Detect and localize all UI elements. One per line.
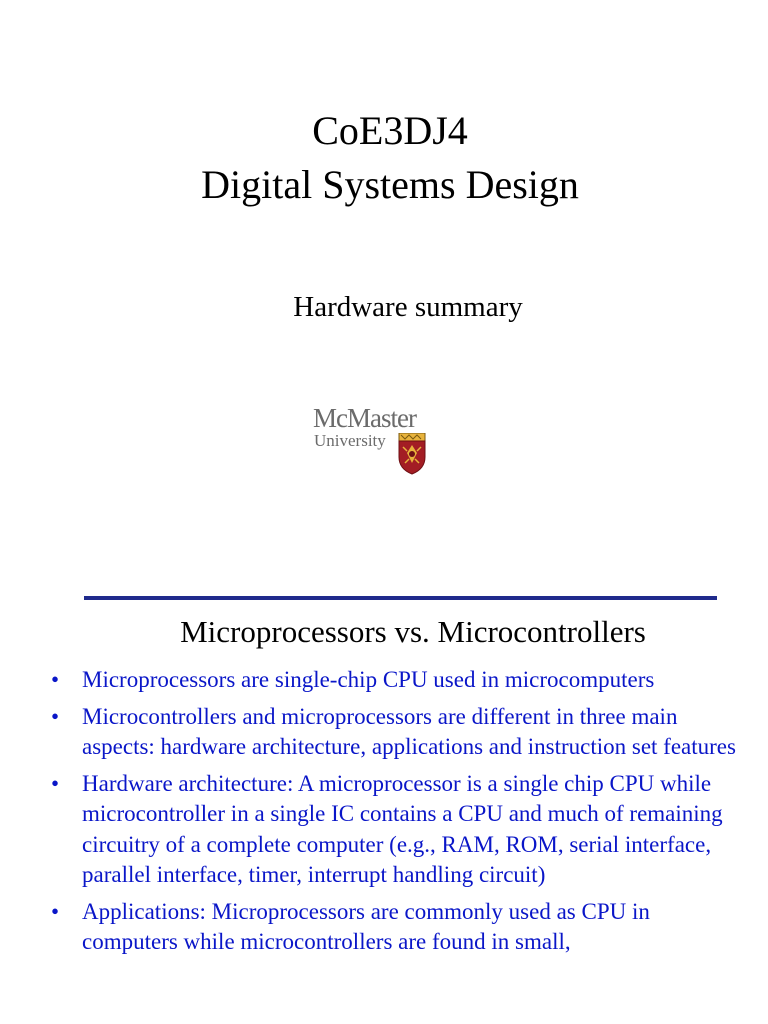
- mcmaster-logo: [313, 403, 433, 475]
- logo-word-mcmaster: McMaster: [313, 403, 416, 433]
- bullet-dot-icon: •: [51, 770, 60, 796]
- list-item: [0, 897, 768, 958]
- bullet-dot-icon: •: [51, 703, 60, 729]
- bullet-dot-icon: •: [51, 898, 60, 924]
- logo-word-university: University: [314, 431, 386, 450]
- bullet-text: Hardware architecture: A microprocessor is a single chip CPU while microcontroller in a single IC contains a CPU and much of remaining circuitry of a complete computer (e.g., RAM, ROM, serial interface, parallel interface, timer, interrupt handling circuit): [82, 770, 723, 887]
- section-heading: Microprocessors vs. Microcontrollers: [180, 614, 646, 649]
- list-item: [0, 702, 768, 763]
- bullet-text: Applications: Microprocessors are commonly used as CPU in computers while microcontrollers are found in small,: [82, 898, 650, 954]
- course-name-title: Digital Systems Design: [201, 162, 579, 207]
- bullet-text: Microprocessors are single-chip CPU used in microcomputers: [82, 667, 655, 692]
- bullet-dot-icon: •: [51, 667, 60, 692]
- crest-icon: [397, 433, 427, 475]
- list-item: [0, 665, 768, 696]
- bullet-list: [0, 665, 768, 964]
- slide-divider-line: [84, 596, 717, 600]
- list-item: [0, 769, 768, 891]
- subtitle: Hardware summary: [293, 291, 523, 323]
- bullet-text: Microcontrollers and microprocessors are different in three main aspects: hardware architecture, applications and instruction set features: [82, 703, 736, 759]
- course-code-title: CoE3DJ4: [312, 108, 468, 153]
